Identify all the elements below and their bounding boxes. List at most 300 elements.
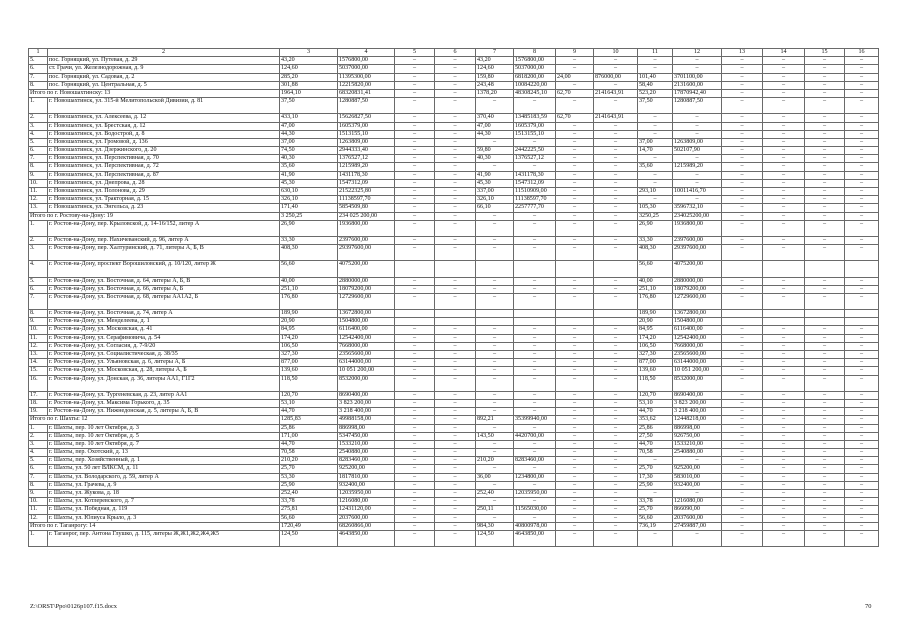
table-cell: –	[845, 432, 879, 440]
table-cell: –	[435, 506, 476, 514]
table-cell: –	[556, 285, 594, 293]
table-cell: 21522325,80	[338, 188, 395, 196]
table-cell: –	[395, 81, 435, 89]
table-cell: –	[722, 130, 763, 138]
table-cell: 8.	[29, 481, 48, 489]
table-cell: 53,10	[280, 399, 338, 407]
table-cell: 41,90	[476, 171, 514, 179]
table-cell: –	[763, 465, 805, 473]
address-cell: г. Ростов-на-Дону, проспект Ворошиловский, д. 10/120, литер Ж	[48, 261, 280, 277]
table-cell: 11.	[29, 334, 48, 342]
table-cell: –	[845, 212, 879, 220]
table-cell: –	[476, 408, 514, 416]
table-cell: 3 218 400,00	[673, 408, 722, 416]
table-cell: –	[722, 530, 763, 546]
table-cell: –	[845, 65, 879, 73]
table-cell: 139,60	[280, 367, 338, 375]
address-cell: г. Новошахтинск, ул. Брестская, д. 12	[48, 122, 280, 130]
table-cell: –	[476, 98, 514, 114]
table-cell: 35,60	[280, 163, 338, 171]
table-cell: –	[476, 391, 514, 399]
address-cell: г. Шахты, ул. Юлиуса Крыло, д. 3	[48, 514, 280, 522]
table-cell: –	[638, 457, 673, 465]
table-cell: 63144000,00	[673, 359, 722, 367]
address-cell: г. Шахты, пер. Охотский, д. 13	[48, 449, 280, 457]
table-cell: –	[395, 245, 435, 261]
table-cell: –	[845, 285, 879, 293]
table-cell: 56,60	[280, 261, 338, 277]
table-cell: 5037000,00	[514, 65, 556, 73]
table-cell: –	[514, 440, 556, 448]
table-cell: –	[845, 334, 879, 342]
address-cell: г. Ростов-на-Дону, ул. Менделеева, д. 1	[48, 318, 280, 326]
table-cell: –	[673, 65, 722, 73]
table-cell: –	[556, 334, 594, 342]
table-cell: 1215989,20	[673, 163, 722, 171]
table-cell: –	[763, 179, 805, 187]
table-cell: –	[673, 490, 722, 498]
table-cell: 176,80	[638, 293, 673, 309]
table-cell: 33,78	[638, 498, 673, 506]
table-cell: 63144000,00	[338, 359, 395, 367]
table-cell: –	[805, 342, 845, 350]
table-cell: 106,50	[280, 342, 338, 350]
table-cell: –	[763, 334, 805, 342]
table-cell: –	[594, 163, 638, 171]
table-cell: –	[556, 179, 594, 187]
table-row	[29, 220, 879, 236]
table-cell: –	[845, 98, 879, 114]
table-cell: –	[476, 440, 514, 448]
table-cell: –	[673, 130, 722, 138]
table-cell: 27,50	[638, 432, 673, 440]
table-cell: 40,30	[280, 155, 338, 163]
table-cell: –	[556, 432, 594, 440]
table-cell: –	[514, 277, 556, 285]
table-cell: 1285,83	[280, 416, 338, 424]
table-cell: –	[395, 391, 435, 399]
table-cell: –	[395, 285, 435, 293]
table-cell: –	[845, 359, 879, 367]
table-cell: –	[845, 490, 879, 498]
table-cell	[845, 310, 879, 318]
table-cell: –	[638, 65, 673, 73]
table-cell: 3.	[29, 122, 48, 130]
table-cell: –	[673, 122, 722, 130]
table-cell: –	[594, 155, 638, 163]
table-cell: –	[638, 490, 673, 498]
table-cell: –	[556, 359, 594, 367]
table-cell: 45,30	[280, 179, 338, 187]
table-cell: 5.	[29, 457, 48, 465]
table-cell: 13672800,00	[338, 310, 395, 318]
table-cell: –	[395, 465, 435, 473]
table-cell: 3250,25	[638, 212, 673, 220]
table-cell: –	[435, 138, 476, 146]
table-cell: –	[556, 440, 594, 448]
table-cell: –	[594, 204, 638, 212]
table-cell: 251,10	[638, 285, 673, 293]
table-cell: –	[805, 359, 845, 367]
table-cell: 45,30	[476, 179, 514, 187]
table-cell: –	[395, 155, 435, 163]
table-cell: –	[594, 465, 638, 473]
table-cell: –	[805, 351, 845, 359]
table-cell: –	[722, 277, 763, 285]
table-cell: –	[556, 367, 594, 375]
table-cell: –	[556, 449, 594, 457]
table-cell: 12035950,00	[338, 490, 395, 498]
table-cell: 1376527,12	[338, 155, 395, 163]
table-cell: –	[556, 490, 594, 498]
table-cell: –	[722, 114, 763, 122]
table-cell: –	[395, 138, 435, 146]
table-cell: 1431178,30	[514, 171, 556, 179]
table-cell: –	[395, 73, 435, 81]
table-cell: 8283460,00	[338, 457, 395, 465]
table-cell	[556, 310, 594, 318]
table-cell: 326,10	[280, 196, 338, 204]
table-cell: –	[722, 498, 763, 506]
subtotal-row	[29, 212, 879, 220]
table-cell: –	[395, 89, 435, 97]
table-cell: 174,20	[638, 334, 673, 342]
address-cell: г. Новошахтинск, ул. Тракторная, д. 15	[48, 196, 280, 204]
table-cell: 37,50	[280, 98, 338, 114]
table-cell: 48308245,10	[514, 89, 556, 97]
column-header: 8	[514, 49, 556, 57]
subtotal-row	[29, 522, 879, 530]
table-cell: –	[395, 334, 435, 342]
address-cell: г. Новошахтинск, ул. Энгельса, д. 23	[48, 204, 280, 212]
table-cell: –	[395, 432, 435, 440]
table-cell: –	[845, 424, 879, 432]
table-cell: –	[805, 391, 845, 399]
table-cell: 35399940,00	[514, 416, 556, 424]
table-cell: 17,30	[638, 473, 673, 481]
table-cell: –	[435, 440, 476, 448]
table-cell: –	[805, 155, 845, 163]
table-cell: –	[845, 481, 879, 489]
table-cell: –	[594, 285, 638, 293]
table-cell: 2880000,00	[338, 277, 395, 285]
table-cell: 234 025 200,00	[338, 212, 395, 220]
table-cell: 25,70	[280, 465, 338, 473]
table-cell: –	[556, 391, 594, 399]
table-cell: –	[395, 277, 435, 285]
table-cell: –	[395, 188, 435, 196]
table-cell: –	[435, 81, 476, 89]
column-header: 6	[435, 49, 476, 57]
table-cell	[395, 310, 435, 318]
table-cell: –	[395, 212, 435, 220]
table-cell	[514, 310, 556, 318]
table-cell: –	[845, 179, 879, 187]
table-cell: 1216080,00	[673, 498, 722, 506]
table-cell: 1576800,00	[338, 57, 395, 65]
table-cell: –	[722, 293, 763, 309]
table-cell: 12431120,00	[338, 506, 395, 514]
table-cell: –	[556, 514, 594, 522]
table-cell: 7668000,00	[338, 342, 395, 350]
table-cell: –	[805, 522, 845, 530]
table-cell: 2.	[29, 236, 48, 244]
table-cell: 250,11	[476, 506, 514, 514]
table-cell: –	[722, 171, 763, 179]
table-cell: –	[594, 236, 638, 244]
address-cell: г. Ростов-на-Дону, ул. Социалистическая, д. 38/35	[48, 351, 280, 359]
table-cell: –	[763, 212, 805, 220]
table-cell: –	[845, 375, 879, 391]
table-cell: 293,10	[638, 188, 673, 196]
table-cell: 5.	[29, 277, 48, 285]
table-cell: –	[395, 481, 435, 489]
table-row	[29, 530, 879, 546]
table-cell: 1533210,00	[338, 440, 395, 448]
column-header: 2	[48, 49, 280, 57]
address-cell: г. Новошахтинск, ул. 315-й Мелитопольской Дивизии, д. 81	[48, 98, 280, 114]
table-cell: –	[722, 326, 763, 334]
table-cell: 15626827,50	[338, 114, 395, 122]
table-cell: –	[435, 359, 476, 367]
table-cell: –	[556, 498, 594, 506]
table-cell: –	[435, 514, 476, 522]
table-cell: –	[476, 236, 514, 244]
table-cell: –	[673, 196, 722, 204]
table-cell: –	[845, 408, 879, 416]
table-cell: –	[594, 359, 638, 367]
table-row	[29, 391, 879, 399]
table-cell: –	[435, 220, 476, 236]
table-cell: –	[435, 130, 476, 138]
table-cell: –	[594, 367, 638, 375]
table-cell: 40,00	[280, 277, 338, 285]
table-cell: 234025200,00	[673, 212, 722, 220]
table-row	[29, 424, 879, 432]
table-cell: –	[805, 98, 845, 114]
table-cell: –	[395, 351, 435, 359]
table-cell: –	[594, 490, 638, 498]
table-cell: –	[763, 81, 805, 89]
table-cell: –	[845, 530, 879, 546]
table-cell	[395, 261, 435, 277]
table-row	[29, 204, 879, 212]
table-cell: 66,10	[476, 204, 514, 212]
table-cell: –	[722, 399, 763, 407]
table-cell: –	[638, 130, 673, 138]
column-header: 16	[845, 49, 879, 57]
table-cell: –	[722, 408, 763, 416]
table-cell: 1547312,09	[338, 179, 395, 187]
table-cell: –	[594, 449, 638, 457]
table-cell: 1431178,30	[338, 171, 395, 179]
table-cell	[476, 318, 514, 326]
table-cell: 1.	[29, 220, 48, 236]
table-cell: –	[435, 293, 476, 309]
column-header: 11	[638, 49, 673, 57]
table-cell: 4643850,00	[338, 530, 395, 546]
table-cell: –	[722, 391, 763, 399]
table-cell: –	[763, 449, 805, 457]
column-header: 5	[395, 49, 435, 57]
table-cell: –	[805, 245, 845, 261]
address-cell: г. Шахты, ул. Володарского, д. 59, литер А	[48, 473, 280, 481]
data-table	[28, 48, 879, 547]
table-cell: –	[805, 220, 845, 236]
address-cell: г. Ростов-на-Дону, ул. Тургеневская, д. 23, литер АА1	[48, 391, 280, 399]
table-cell: –	[476, 481, 514, 489]
table-cell: –	[556, 57, 594, 65]
table-cell: –	[556, 196, 594, 204]
address-cell: г. Шахты, ул. Жукова, д. 18	[48, 490, 280, 498]
address-cell: г. Ростов-на-Дону, пер. Халтуринский, д. 71, литеры А, Б, В	[48, 245, 280, 261]
table-cell: 18.	[29, 399, 48, 407]
table-row	[29, 196, 879, 204]
table-cell: –	[435, 432, 476, 440]
table-cell: –	[395, 326, 435, 334]
table-cell: –	[514, 391, 556, 399]
table-cell: –	[435, 342, 476, 350]
table-cell: 41,90	[280, 171, 338, 179]
table-cell: –	[476, 277, 514, 285]
table-cell: 1605379,00	[514, 122, 556, 130]
table-cell: –	[435, 204, 476, 212]
table-cell	[722, 318, 763, 326]
table-cell: 25,90	[280, 481, 338, 489]
table-cell: 1280887,50	[673, 98, 722, 114]
address-cell: г. Шахты, пер. 10 лет Октября, д. 5	[48, 432, 280, 440]
table-cell: –	[514, 334, 556, 342]
table-cell: –	[763, 245, 805, 261]
table-cell: –	[805, 179, 845, 187]
address-cell: г. Ростов-на-Дону, пер. Крыловской, д. 14-16/152, литер А	[48, 220, 280, 236]
table-cell: –	[476, 285, 514, 293]
table-cell: –	[722, 285, 763, 293]
table-cell: –	[845, 277, 879, 285]
table-cell: –	[476, 367, 514, 375]
address-cell: г. Ростов-на-Дону, ул. Восточная, д. 64, литеры А, Б, В	[48, 277, 280, 285]
table-cell: 35,60	[638, 163, 673, 171]
table-cell: 26,90	[280, 220, 338, 236]
address-cell: г. Ростов-на-Дону, ул. Ульяновская, д. 6, литеры А, Б	[48, 359, 280, 367]
table-cell: –	[395, 204, 435, 212]
table-row	[29, 465, 879, 473]
table-cell: 118,50	[638, 375, 673, 391]
table-cell: 433,10	[280, 114, 338, 122]
table-cell: –	[435, 473, 476, 481]
table-cell: 120,70	[638, 391, 673, 399]
table-cell: –	[435, 399, 476, 407]
table-cell: –	[763, 89, 805, 97]
table-cell: 8.	[29, 163, 48, 171]
table-row	[29, 514, 879, 522]
table-cell: –	[722, 220, 763, 236]
table-cell: 10.	[29, 179, 48, 187]
table-cell: –	[805, 212, 845, 220]
table-cell: 9.	[29, 318, 48, 326]
table-cell: –	[594, 122, 638, 130]
address-cell: г. Шахты, пер. 10 лет Октября, д. 3	[48, 424, 280, 432]
table-cell: –	[845, 89, 879, 97]
table-cell: –	[435, 277, 476, 285]
table-cell: 1215989,20	[338, 163, 395, 171]
table-cell	[476, 310, 514, 318]
table-cell: 630,10	[280, 188, 338, 196]
table-cell: –	[435, 457, 476, 465]
table-cell: 23565600,00	[673, 351, 722, 359]
table-cell: –	[845, 171, 879, 179]
table-cell: –	[594, 342, 638, 350]
table-cell: –	[805, 293, 845, 309]
table-cell: 210,20	[476, 457, 514, 465]
table-cell: –	[763, 220, 805, 236]
table-cell: –	[435, 188, 476, 196]
table-cell: –	[638, 122, 673, 130]
table-cell: –	[638, 114, 673, 122]
table-cell: 4.	[29, 449, 48, 457]
table-cell: –	[845, 399, 879, 407]
address-cell: г. Ростов-на-Дону, ул. Донская, д. 36, литеры АА1, Г1Г2	[48, 375, 280, 391]
table-cell: –	[556, 522, 594, 530]
table-cell: –	[594, 375, 638, 391]
table-cell: 6.	[29, 285, 48, 293]
table-cell: 12729600,00	[338, 293, 395, 309]
table-cell: –	[594, 179, 638, 187]
table-cell: –	[805, 114, 845, 122]
table-cell: 37,00	[280, 138, 338, 146]
address-cell: г. Новошахтинск, ул. Днепрова, д. 28	[48, 179, 280, 187]
table-cell: 6116400,00	[673, 326, 722, 334]
table-cell: –	[763, 424, 805, 432]
table-cell: –	[514, 449, 556, 457]
table-cell: –	[805, 236, 845, 244]
table-cell: –	[395, 498, 435, 506]
subtotal-label: Итого по г. Шахты: 12	[29, 416, 280, 424]
table-row	[29, 449, 879, 457]
table-cell: 11.	[29, 188, 48, 196]
table-cell: 139,60	[638, 367, 673, 375]
table-cell: 124,50	[476, 530, 514, 546]
subtotal-row	[29, 89, 879, 97]
table-cell: 925200,00	[338, 465, 395, 473]
table-cell: 876000,00	[594, 73, 638, 81]
table-cell: –	[395, 408, 435, 416]
table-cell: –	[476, 220, 514, 236]
subtotal-label: Итого по г. Таганрогу: 14	[29, 522, 280, 530]
table-cell: –	[805, 73, 845, 81]
table-cell: –	[514, 498, 556, 506]
table-row	[29, 359, 879, 367]
table-cell: –	[594, 293, 638, 309]
table-cell: –	[556, 212, 594, 220]
address-cell: пос. Горняцкий, ул. Центральная, д. 5	[48, 81, 280, 89]
table-cell: –	[722, 351, 763, 359]
column-header: 4	[338, 49, 395, 57]
column-header: 12	[673, 49, 722, 57]
table-cell: –	[763, 351, 805, 359]
table-cell: –	[514, 481, 556, 489]
address-cell: г. Новошахтинск, ул. Перспективная, д. 70	[48, 155, 280, 163]
table-cell: –	[594, 522, 638, 530]
address-cell: г. Ростов-на-Дону, ул. Восточная, д. 68, литеры АА1А2, Б	[48, 293, 280, 309]
table-cell: 925200,00	[673, 465, 722, 473]
table-cell: –	[556, 457, 594, 465]
table-cell	[556, 318, 594, 326]
table-cell: 285,20	[280, 73, 338, 81]
table-cell: –	[395, 147, 435, 155]
table-cell: –	[435, 114, 476, 122]
table-cell: –	[395, 236, 435, 244]
